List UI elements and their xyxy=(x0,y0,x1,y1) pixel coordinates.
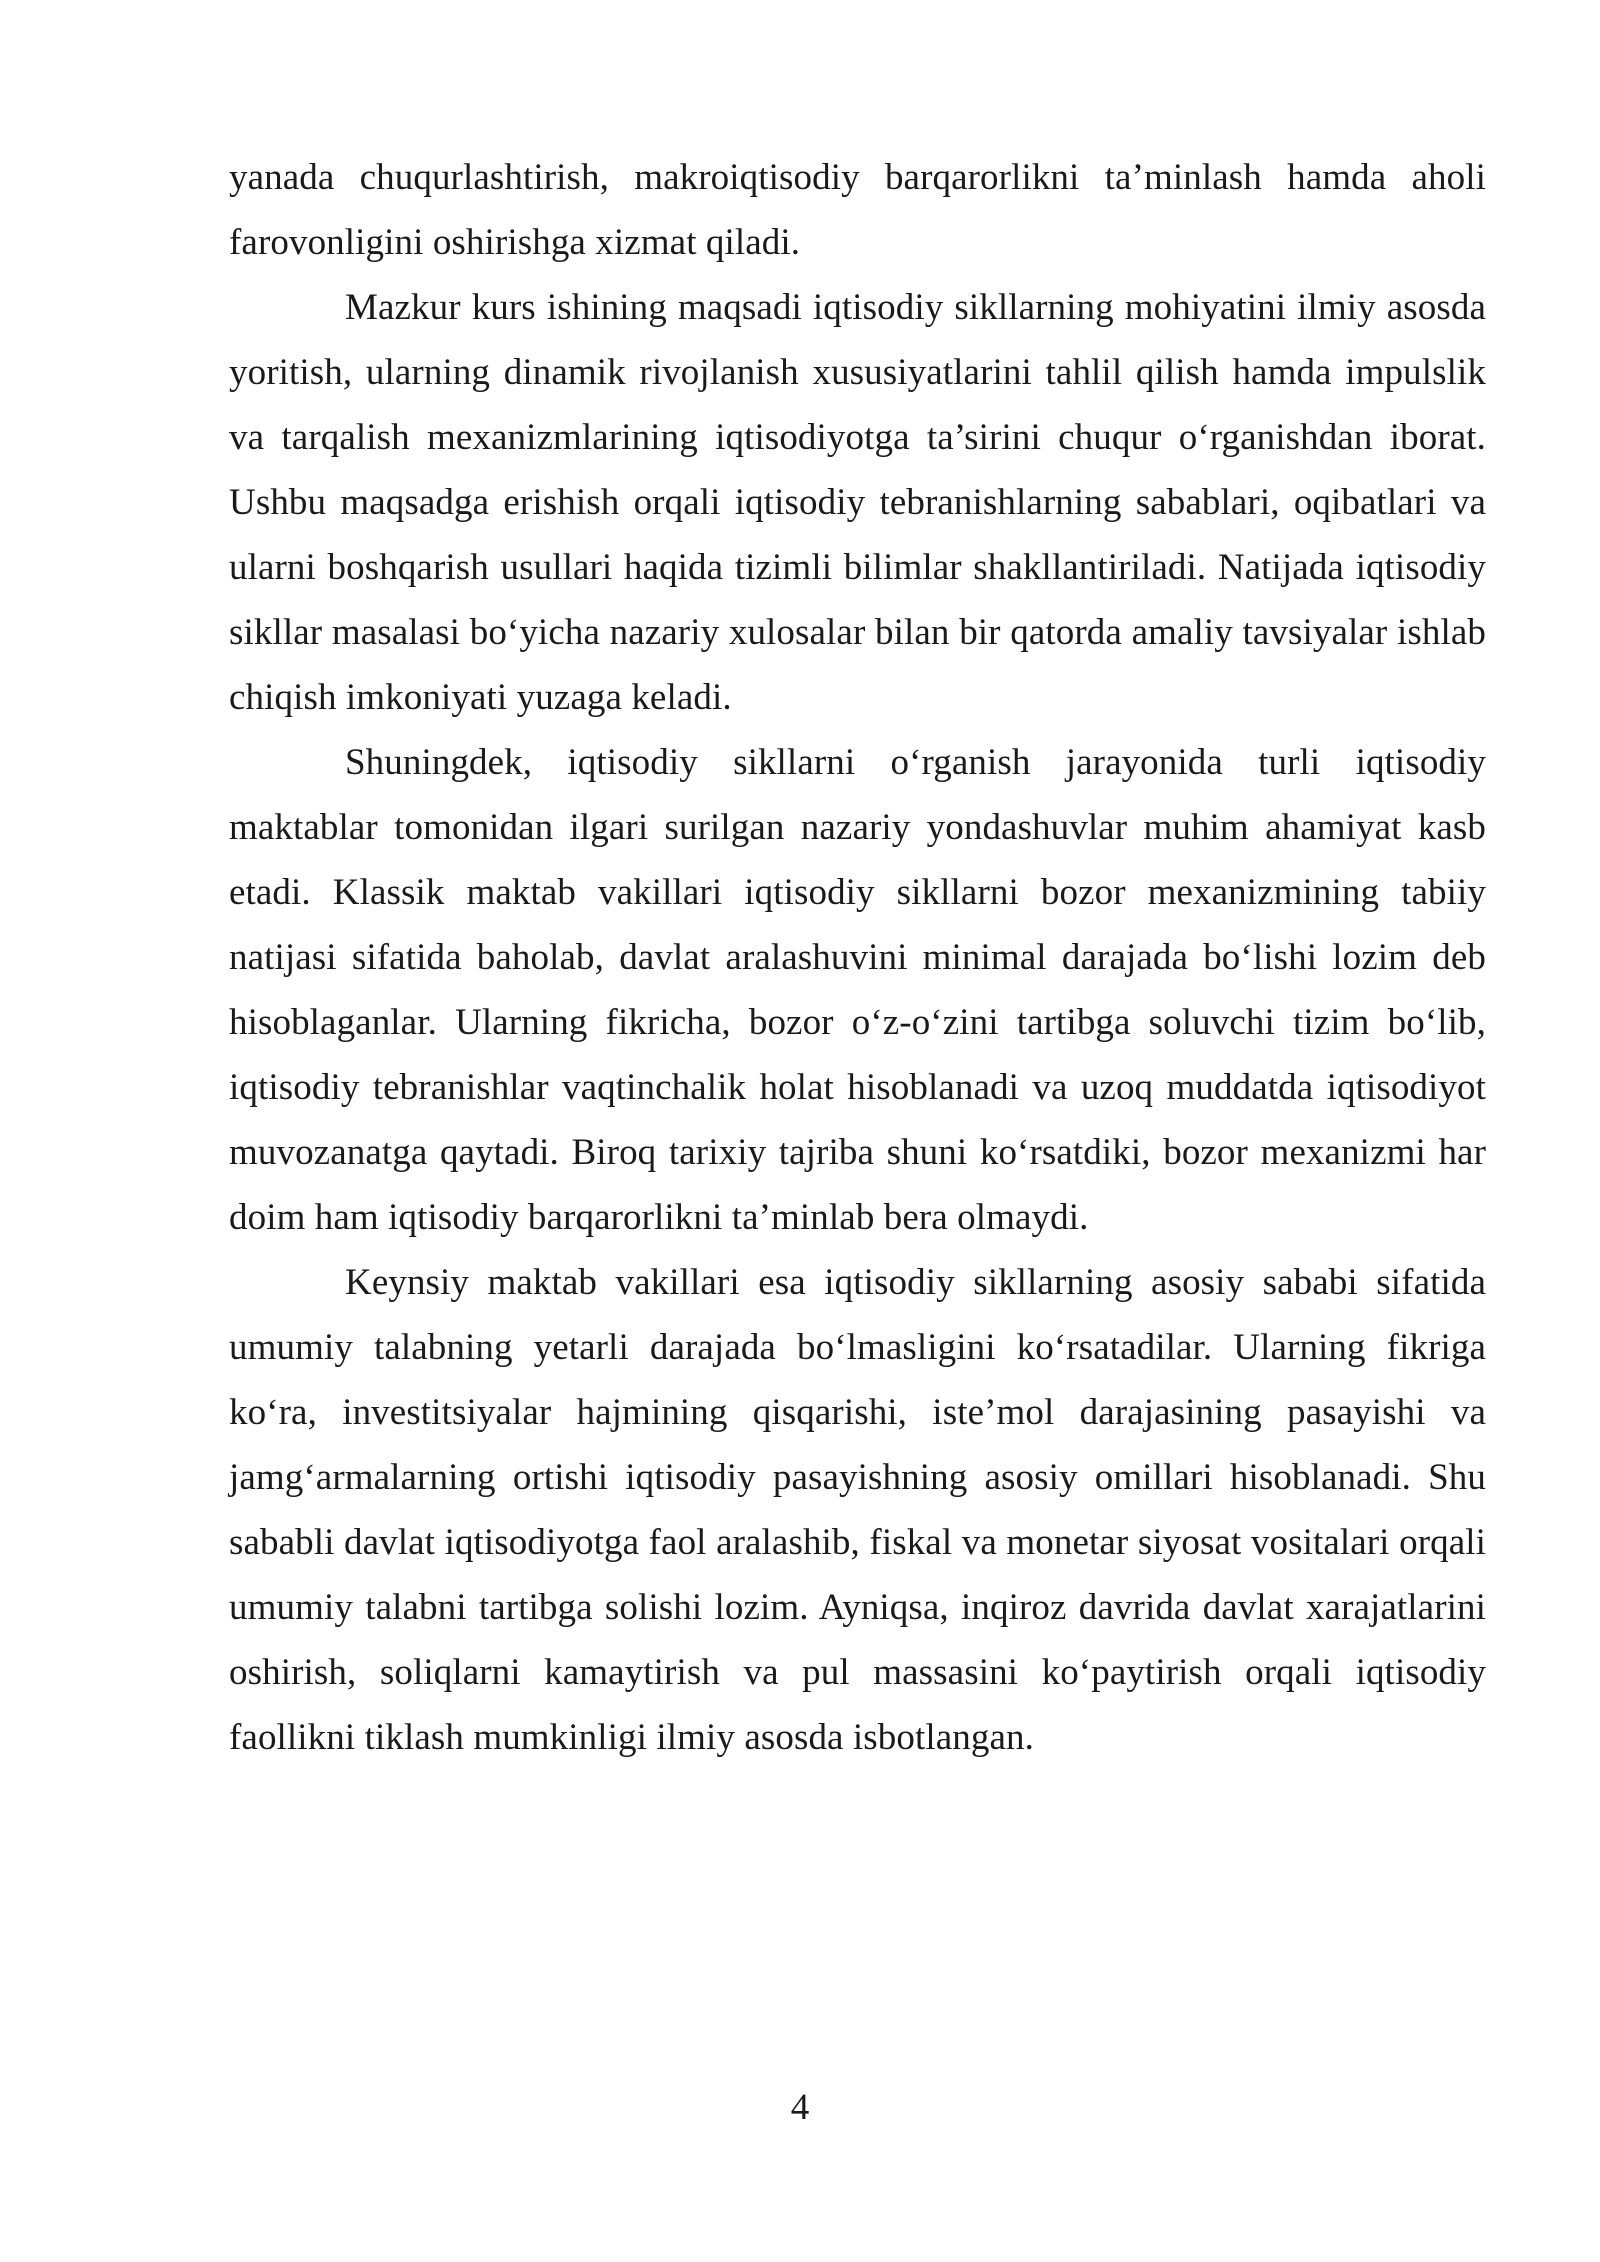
paragraph-classical-school: Shuningdek, iqtisodiy sikllarni o‘rganish jarayonida turli iqtisodiy maktablar tomonidan ilgari surilgan nazariy yondashuvlar muhim ahamiyat kasb etadi. Klassik maktab vakillari iqtisodiy sikllarni bozor mexanizmining tabiiy natijasi sifatida baholab, davlat aralashuvini minimal darajada bo‘lishi lozim deb hisoblaganlar. Ularning fikricha, bozor o‘z-o‘zini tartibga soluvchi tizim bo‘lib, iqtisodiy tebranishlar vaqtinchalik holat hisoblanadi va uzoq muddatda iqtisodiyot muvozanatga qaytadi. Biroq tarixiy tajriba shuni ko‘rsatdiki, bozor mexanizmi har doim ham iqtisodiy barqarorlikni ta’minlab bera olmaydi. xyxy=(229,742,1486,1238)
page-number: 4 xyxy=(790,2087,810,2128)
document-body xyxy=(229,145,1486,1770)
paragraph-continuation: yanada chuqurlashtirish, makroiqtisodiy barqarorlikni ta’minlash hamda aholi farovonligini oshirishga xizmat qiladi. xyxy=(229,157,1486,263)
paragraph-keynesian-school: Keynsiy maktab vakillari esa iqtisodiy sikllarning asosiy sababi sifatida umumiy talabning yetarli darajada bo‘lmasligini ko‘rsatadilar. Ularning fikriga ko‘ra, investitsiyalar hajmining qisqarishi, iste’mol darajasining pasayishi va jamg‘armalarning ortishi iqtisodiy pasayishning asosiy omillari hisoblanadi. Shu sababli davlat iqtisodiyotga faol aralashib, fiskal va monetar siyosat vositalari orqali umumiy talabni tartibga solishi lozim. Ayniqsa, inqiroz davrida davlat xarajatlarini oshirish, soliqlarni kamaytirish va pul massasini ko‘paytirish orqali iqtisodiy faollikni tiklash mumkinligi ilmiy asosda isbotlangan. xyxy=(229,1262,1486,1758)
paragraph-course-aim: Mazkur kurs ishining maqsadi iqtisodiy sikllarning mohiyatini ilmiy asosda yoritish, ularning dinamik rivojlanish xususiyatlarini tahlil qilish hamda impulslik va tarqalish mexanizmlarining iqtisodiyotga ta’sirini chuqur o‘rganishdan iborat. Ushbu maqsadga erishish orqali iqtisodiy tebranishlarning sabablari, oqibatlari va ularni boshqarish usullari haqida tizimli bilimlar shakllantiriladi. Natijada iqtisodiy sikllar masalasi bo‘yicha nazariy xulosalar bilan bir qatorda amaliy tavsiyalar ishlab chiqish imkoniyati yuzaga keladi. xyxy=(229,287,1486,718)
